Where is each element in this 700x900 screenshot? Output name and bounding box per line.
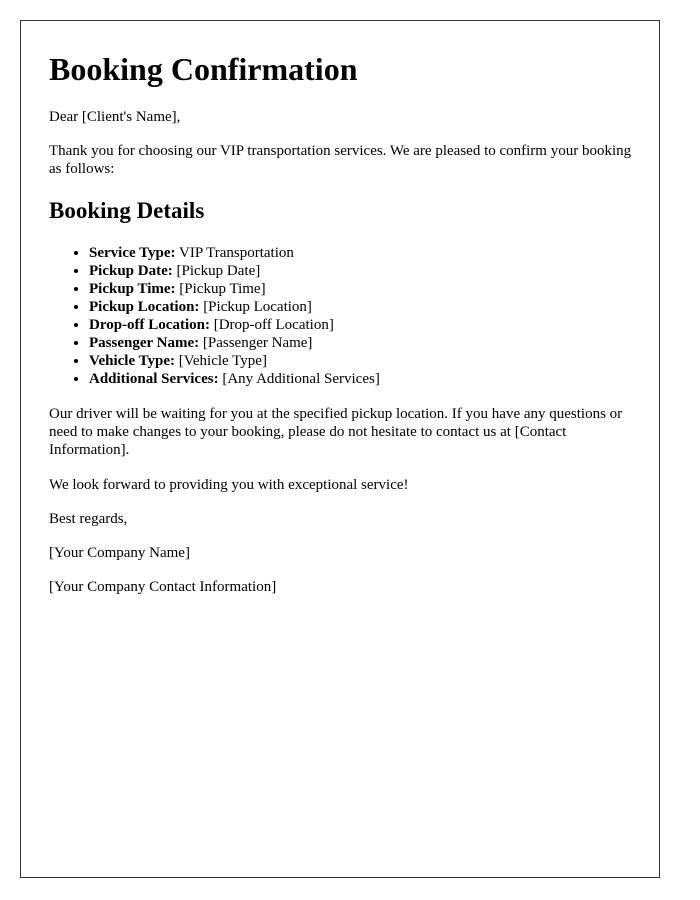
detail-value: [Any Additional Services] <box>222 371 380 387</box>
detail-item-pickup-time <box>89 280 679 298</box>
booking-details-list <box>49 244 679 388</box>
company-name: [Your Company Name] <box>49 545 190 561</box>
closing-line: We look forward to providing you with exceptional service! <box>49 477 409 493</box>
intro-paragraph: Thank you for choosing our VIP transportation services. We are pleased to confirm your booking as follows: <box>49 143 632 177</box>
detail-item-pickup-date <box>89 262 679 280</box>
detail-item-service-type <box>89 244 679 262</box>
detail-item-pickup-location <box>89 298 679 316</box>
detail-value: [Pickup Time] <box>179 281 266 297</box>
detail-item-vehicle-type <box>89 352 679 370</box>
greeting: Dear [Client's Name], <box>49 109 181 125</box>
detail-item-additional-services <box>89 370 679 388</box>
page-title: Booking Confirmation <box>49 51 358 87</box>
detail-label: Passenger Name: <box>89 335 200 351</box>
detail-value: VIP Transportation <box>179 245 294 261</box>
signoff: Best regards, <box>49 511 128 527</box>
letter-page <box>20 20 660 878</box>
company-contact: [Your Company Contact Information] <box>49 579 277 595</box>
detail-label: Vehicle Type: <box>89 353 175 369</box>
detail-value: [Pickup Date] <box>176 263 261 279</box>
detail-label: Drop-off Location: <box>89 317 210 333</box>
detail-item-passenger-name <box>89 334 679 352</box>
detail-value: [Pickup Location] <box>203 299 312 315</box>
detail-label: Additional Services: <box>89 371 219 387</box>
detail-value: [Vehicle Type] <box>178 353 267 369</box>
detail-label: Pickup Time: <box>89 281 176 297</box>
detail-value: [Drop-off Location] <box>213 317 334 333</box>
driver-note-paragraph: Our driver will be waiting for you at the specified pickup location. If you have any questions or need to make changes to your booking, please do not hesitate to contact us at [Contact Information]. <box>49 406 623 458</box>
detail-label: Pickup Location: <box>89 299 200 315</box>
detail-label: Pickup Date: <box>89 263 173 279</box>
detail-label: Service Type: <box>89 245 176 261</box>
detail-item-dropoff-location <box>89 316 679 334</box>
detail-value: [Passenger Name] <box>202 335 313 351</box>
booking-details-heading: Booking Details <box>49 198 205 223</box>
